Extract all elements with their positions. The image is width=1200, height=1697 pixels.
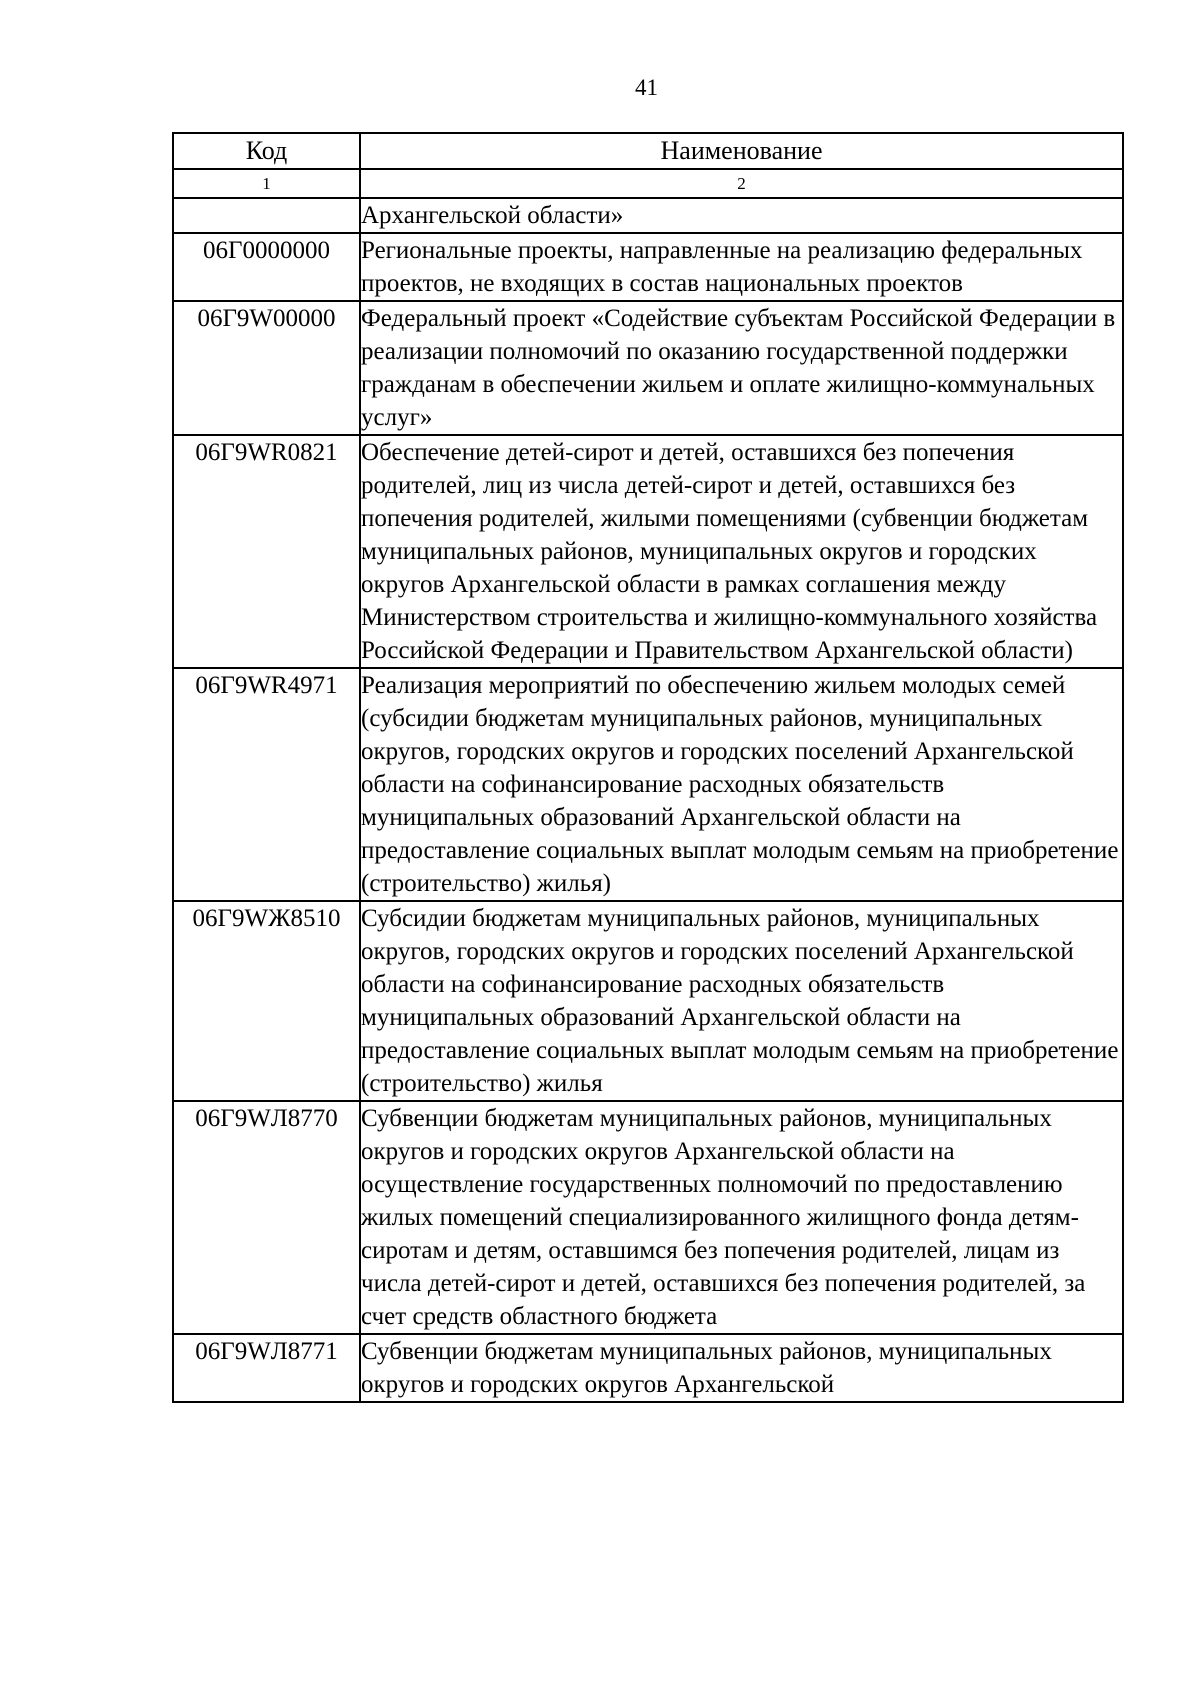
row-code: 06Г0000000 bbox=[173, 233, 360, 301]
row-code: 06Г9WR4971 bbox=[173, 668, 360, 901]
page-number: 41 bbox=[635, 75, 658, 100]
table-row bbox=[173, 301, 1123, 435]
header-code: Код bbox=[173, 133, 360, 169]
row-name: Архангельской области» bbox=[360, 198, 1123, 233]
row-code: 06Г9WЖ8510 bbox=[173, 901, 360, 1101]
table-row bbox=[173, 435, 1123, 668]
table-row bbox=[173, 1334, 1123, 1402]
row-name: Федеральный проект «Содействие субъектам Российской Федерации в реализации полномочий по оказанию государственной поддержки гражданам в обеспечении жильем и оплате жилищно-коммунальных услуг» bbox=[360, 301, 1123, 435]
budget-code-table bbox=[172, 132, 1124, 1403]
column-number-row bbox=[173, 169, 1123, 198]
row-code: 06Г9WЛ8770 bbox=[173, 1101, 360, 1334]
column-number-code: 1 bbox=[173, 169, 360, 198]
table-row bbox=[173, 1101, 1123, 1334]
row-name: Обеспечение детей-сирот и детей, оставшихся без попечения родителей, лиц из числа детей-сирот и детей, оставшихся без попечения родителей, жилыми помещениями (субвенции бюджетам муниципальных районов, муниципальных округов и городских округов Архангельской области в рамках соглашения между Министерством строительства и жилищно-коммунального хозяйства Российской Федерации и Правительством Архангельской области) bbox=[360, 435, 1123, 668]
table-row bbox=[173, 668, 1123, 901]
header-name: Наименование bbox=[360, 133, 1123, 169]
table-row bbox=[173, 198, 1123, 233]
row-name: Региональные проекты, направленные на реализацию федеральных проектов, не входящих в состав национальных проектов bbox=[360, 233, 1123, 301]
table-row bbox=[173, 233, 1123, 301]
table-row bbox=[173, 901, 1123, 1101]
row-name: Реализация мероприятий по обеспечению жильем молодых семей (субсидии бюджетам муниципальных районов, муниципальных округов, городских округов и городских поселений Архангельской области на софинансирование расходных обязательств муниципальных образований Архангельской области на предоставление социальных выплат молодым семьям на приобретение (строительство) жилья) bbox=[360, 668, 1123, 901]
column-number-name: 2 bbox=[360, 169, 1123, 198]
row-code bbox=[173, 198, 360, 233]
row-name: Субвенции бюджетам муниципальных районов, муниципальных округов и городских округов Архангельской bbox=[360, 1334, 1123, 1402]
row-name: Субсидии бюджетам муниципальных районов, муниципальных округов, городских округов и городских поселений Архангельской области на софинансирование расходных обязательств муниципальных образований Архангельской области на предоставление социальных выплат молодым семьям на приобретение (строительство) жилья bbox=[360, 901, 1123, 1101]
row-code: 06Г9WR0821 bbox=[173, 435, 360, 668]
row-code: 06Г9W00000 bbox=[173, 301, 360, 435]
header-row bbox=[173, 133, 1123, 169]
row-code: 06Г9WЛ8771 bbox=[173, 1334, 360, 1402]
row-name: Субвенции бюджетам муниципальных районов, муниципальных округов и городских округов Архангельской области на осуществление государственных полномочий по предоставлению жилых помещений специализированного жилищного фонда детям-сиротам и детям, оставшимся без попечения родителей, лицам из числа детей-сирот и детей, оставшихся без попечения родителей, за счет средств областного бюджета bbox=[360, 1101, 1123, 1334]
